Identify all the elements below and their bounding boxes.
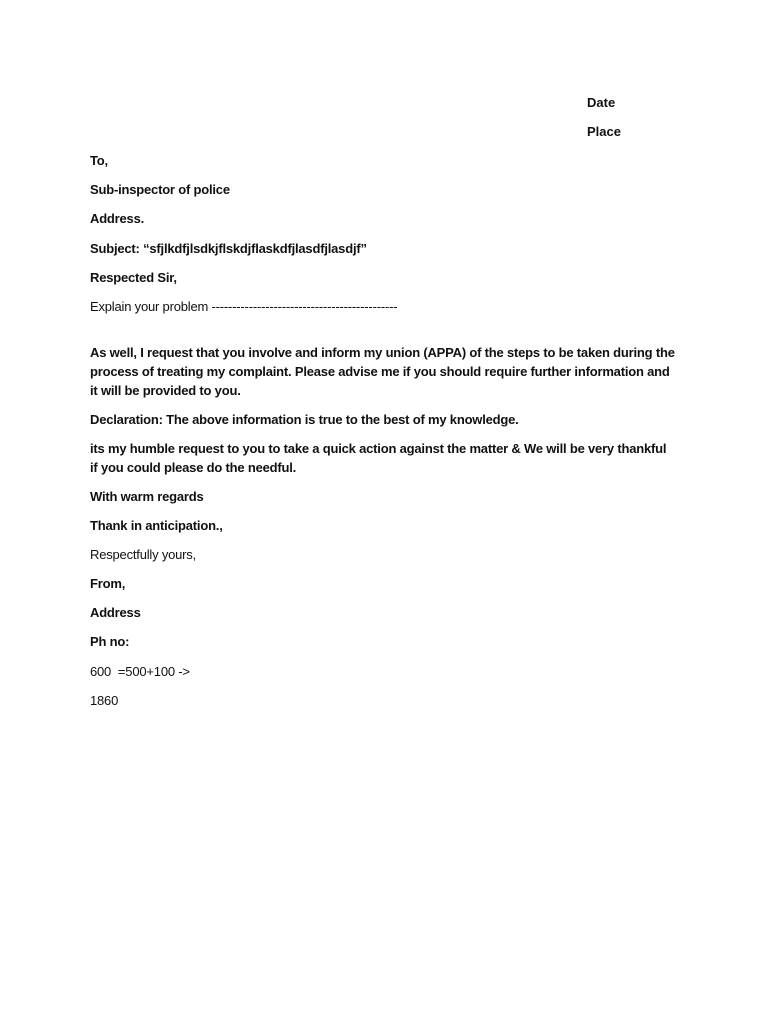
phone-line: Ph no: xyxy=(90,634,130,649)
request-paragraph: As well, I request that you involve and inform my union (APPA) of the steps to be taken during the process of treating my complaint. Please advise me if you should require further information and it will be provided to you. xyxy=(90,345,675,398)
recipient-designation: Sub-inspector of police xyxy=(90,182,230,197)
respectfully-line: Respectfully yours, xyxy=(90,547,197,562)
declaration-line: Declaration: The above information is true to the best of my knowledge. xyxy=(90,412,519,427)
anticipation-line: Thank in anticipation., xyxy=(90,518,223,533)
subject-line: Subject: “sfjlkdfjlsdkjflskdjflaskdfjlasdfjlasdjf” xyxy=(90,241,367,256)
recipient-address: Address. xyxy=(90,211,145,226)
to-line: To, xyxy=(90,153,108,168)
sender-address: Address xyxy=(90,605,141,620)
calc-line: 600 =500+100 -> xyxy=(90,664,190,679)
date-label: Date xyxy=(587,95,616,110)
from-line: From, xyxy=(90,576,126,591)
place-label: Place xyxy=(587,124,621,139)
warm-regards-line: With warm regards xyxy=(90,489,204,504)
salutation: Respected Sir, xyxy=(90,270,177,285)
explain-problem-line: Explain your problem --------------------------------------------- xyxy=(90,299,398,314)
number-line: 1860 xyxy=(90,693,119,708)
humble-request-paragraph: its my humble request to you to take a quick action against the matter & We will be very thankful if you could please do the needful. xyxy=(90,441,667,475)
